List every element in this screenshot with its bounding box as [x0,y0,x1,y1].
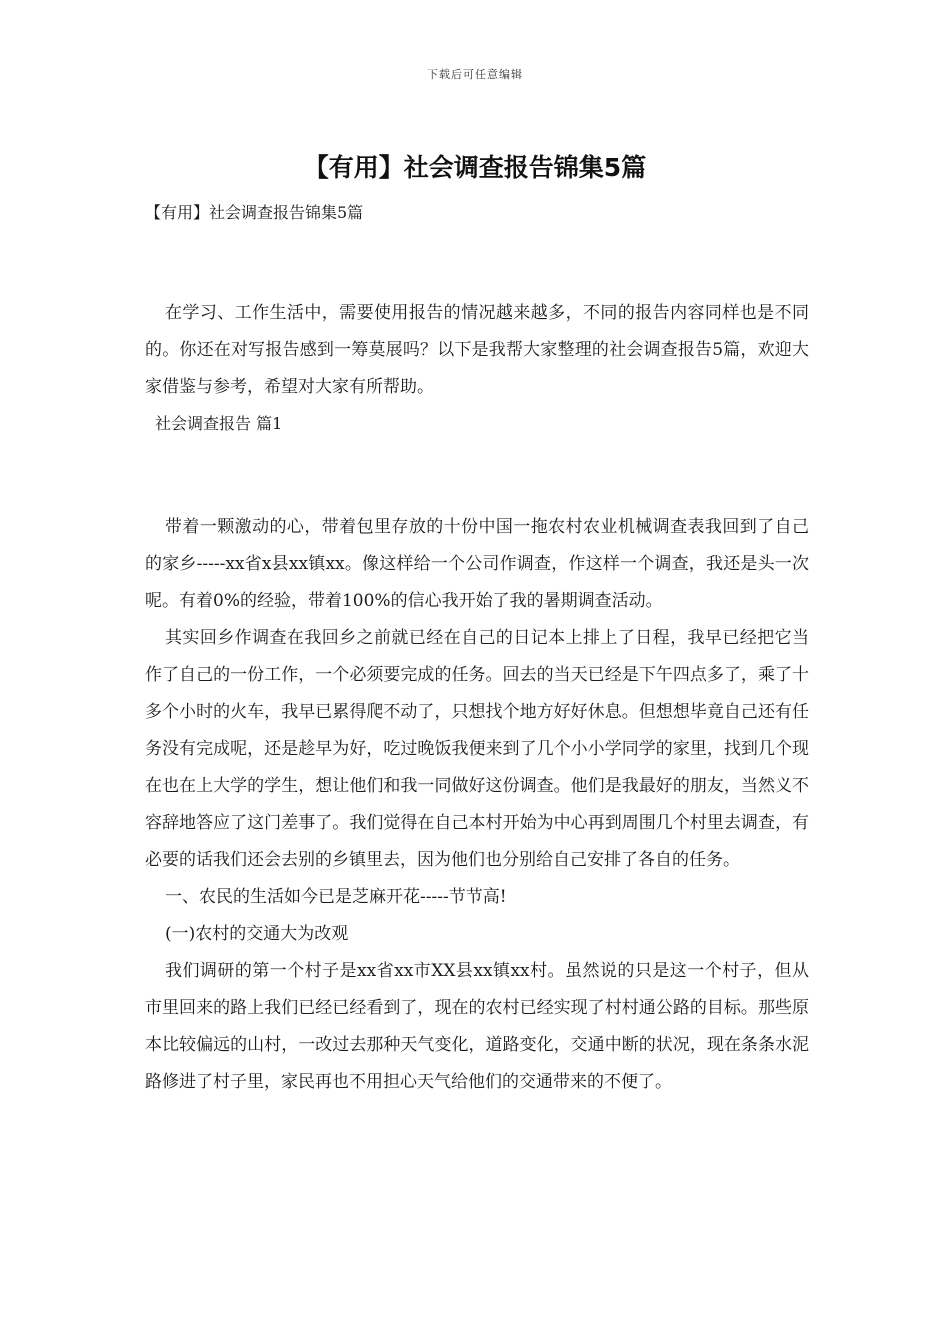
body-paragraph: 带着一颗激动的心，带着包里存放的十份中国一拖农村农业机械调查表我回到了自己的家乡-----xx省x县xx镇xx。像这样给一个公司作调查，作这样一个调查，我还是头一次呢。有着0%的经验，带着100%的信心我开始了我的暑期调查活动。 [145,517,809,611]
header-note: 下载后可任意编辑 [427,68,523,81]
intro-paragraph: 在学习、工作生活中，需要使用报告的情况越来越多，不同的报告内容同样也是不同的。你还在对写报告感到一筹莫展吗？以下是我帮大家整理的社会调查报告5篇，欢迎大家借鉴与参考，希望对大家有所帮助。 [145,303,809,397]
document-title: 【有用】社会调查报告锦集5篇 [303,153,647,182]
body-paragraph: 其实回乡作调查在我回乡之前就已经在自己的日记本上排上了日程，我早已经把它当作了自己的一份工作，一个必须要完成的任务。回去的当天已经是下午四点多了，乘了十多个小时的火车，我早已累得爬不动了，只想找个地方好好休息。但想想毕竟自己还有任务没有完成呢，还是趁早为好，吃过晚饭我便来到了几个小小学同学的家里，找到几个现在也在上大学的学生，想让他们和我一同做好这份调查。他们是我最好的朋友，当然义不容辞地答应了这门差事了。我们觉得在自己本村开始为中心再到周围几个村里去调查，有必要的话我们还会去别的乡镇里去，因为他们也分别给自己安排了各自的任务。 [145,628,809,870]
body-paragraph: 我们调研的第一个村子是xx省xx市XX县xx镇xx村。虽然说的只是这一个村子，但从市里回来的路上我们已经已经看到了，现在的农村已经实现了村村通公路的目标。那些原本比较偏远的山村，一改过去那种天气变化，道路变化，交通中断的状况，现在条条水泥路修进了村子里，家民再也不用担心天气给他们的交通带来的不便了。 [145,961,809,1092]
document-subtitle: 【有用】社会调查报告锦集5篇 [145,203,364,222]
intro-section [145,295,809,406]
body-subheading: 一、农民的生活如今已是芝麻开花-----节节高! [165,887,507,907]
article-body [145,509,809,1101]
body-subheading: (一)农村的交通大为改观 [165,924,349,944]
section-heading: 社会调查报告 篇1 [155,414,283,433]
